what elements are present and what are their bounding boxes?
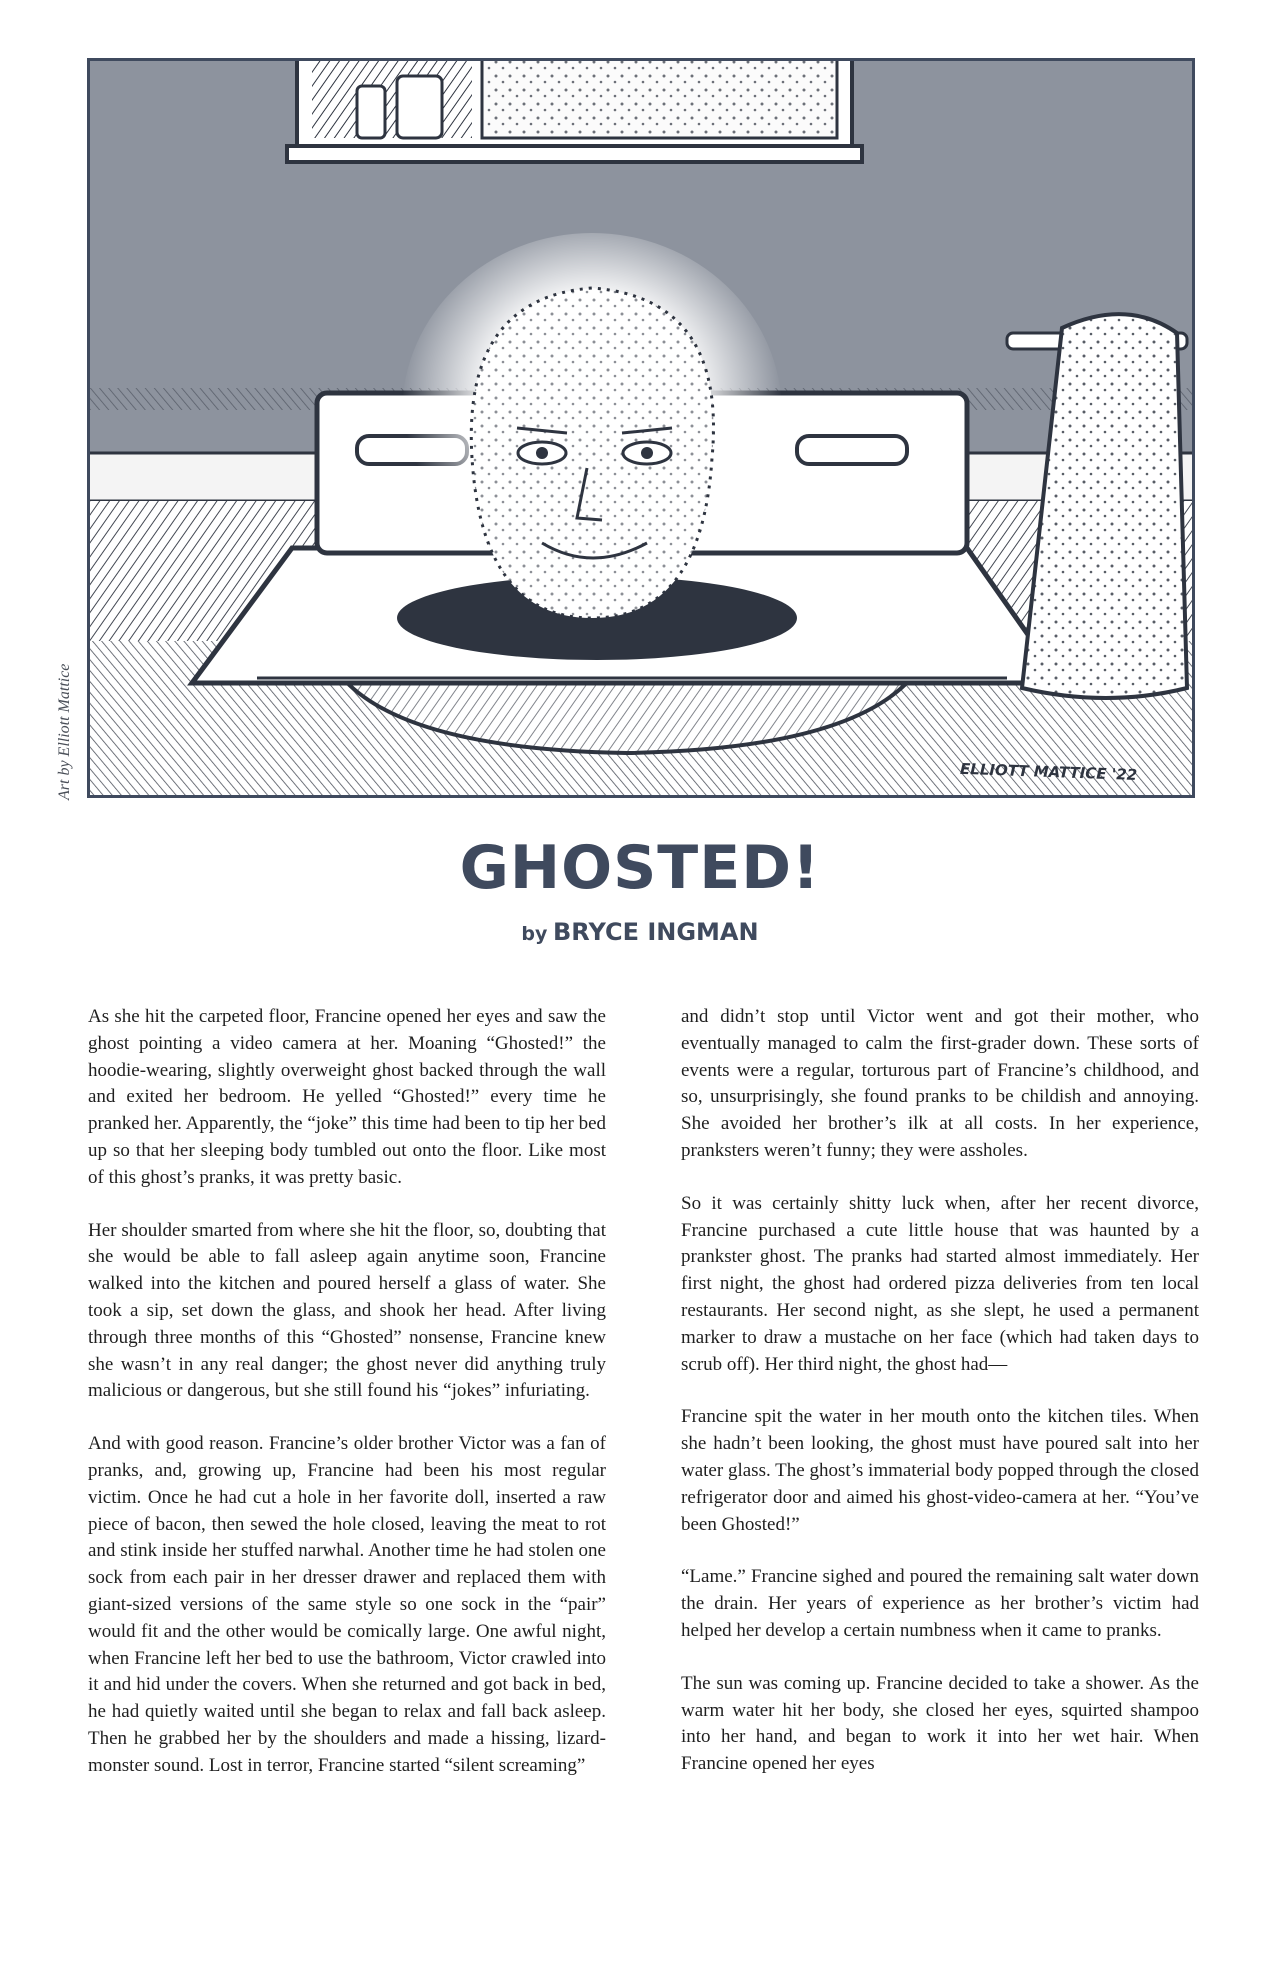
art-credit: Art by Elliott Mattice — [56, 663, 73, 800]
byline — [0, 918, 1280, 946]
medicine-cabinet — [287, 58, 862, 162]
text-column-right — [681, 1004, 1199, 1804]
text-column-left — [88, 1004, 606, 1806]
paragraph: Francine spit the water in her mouth onto the kitchen tiles. When she hadn’t been looking, the ghost must have poured salt into her water glass. The ghost’s immaterial body popped through the closed refrigerator door and aimed his ghost-video-camera at her. “You’ve been Ghosted!” — [681, 1406, 1199, 1535]
story-title: GHOSTED! — [459, 833, 821, 903]
paragraph: As she hit the carpeted floor, Francine opened her eyes and saw the ghost pointing a video camera at her. Moaning “Ghosted!” the hoodie-wearing, slightly overweight ghost backed through the wall and exited her bedroom. He yelled “Ghosted!” every time he pranked her. Apparently, the “joke” this time had been to tip her bed up so that her sleeping body tumbled out onto the floor. Like most of this ghost’s pranks, it was pretty basic. — [88, 1006, 606, 1188]
author-name: BRYCE INGMAN — [552, 918, 759, 946]
story-illustration — [87, 58, 1195, 798]
paragraph: And with good reason. Francine’s older brother Victor was a fan of pranks, and, growing up, Francine had been his most regular victim. Once he had cut a hole in her favorite doll, inserted a raw piece of bacon, then sewed the hole closed, leaving the meat to rot and stink inside her stuffed narwhal. Another time he had stolen one sock from each pair in her dresser drawer and replaced them with giant-sized versions of the same style so one sock in the “pair” would fit and the other would be comically large. One awful night, when Francine left her bed to use the bathroom, Victor crawled into it and hid under the covers. When she returned and got back in bed, he had quietly waited until she began to relax and fall back asleep. Then he grabbed her by the shoulders and made a hissing, lizard-monster sound. Lost in terror, Francine started “silent screaming” — [88, 1433, 606, 1776]
paragraph: So it was certainly shitty luck when, after her recent divorce, Francine purchased a cute little house that was haunted by a prankster ghost. The pranks had started almost immediately. Her first night, the ghost had ordered pizza deliveries from ten local restaurants. Her second night, as she slept, he used a permanent marker to draw a mustache on her face (which had taken days to scrub off). Her third night, the ghost had— — [681, 1192, 1199, 1375]
byline-prefix: by — [521, 923, 548, 945]
paragraph: “Lame.” Francine sighed and poured the remaining salt water down the drain. Her years of experience as her brother’s victim had helped her develop a certain numbness when it came to pranks. — [681, 1566, 1199, 1641]
artist-signature: ELLIOTT MATTICE '22 — [959, 759, 1138, 784]
paragraph: Her shoulder smarted from where she hit the floor, so, doubting that she would be able to fall asleep again anytime soon, Francine walked into the kitchen and poured herself a glass of water. She took a sip, set down the glass, and shook her head. After living through three months of this “Ghosted” nonsense, Francine knew she wasn’t in any real danger; the ghost never did anything truly malicious or dangerous, but she still found his “jokes” infuriating. — [88, 1219, 606, 1402]
paragraph: The sun was coming up. Francine decided to take a shower. As the warm water hit her body, she closed her eyes, squirted shampoo into her hand, and began to work it into her wet hair. When Francine opened her eyes — [681, 1672, 1199, 1775]
paragraph: and didn’t stop until Victor went and got their mother, who eventually managed to calm the first-grader down. These sorts of events were a regular, torturous part of Francine’s childhood, and so, unsurprisingly, she found pranks to be childish and annoying. She avoided her brother’s ilk at all costs. In her experience, pranksters weren’t funny; they were assholes. — [681, 1006, 1199, 1161]
